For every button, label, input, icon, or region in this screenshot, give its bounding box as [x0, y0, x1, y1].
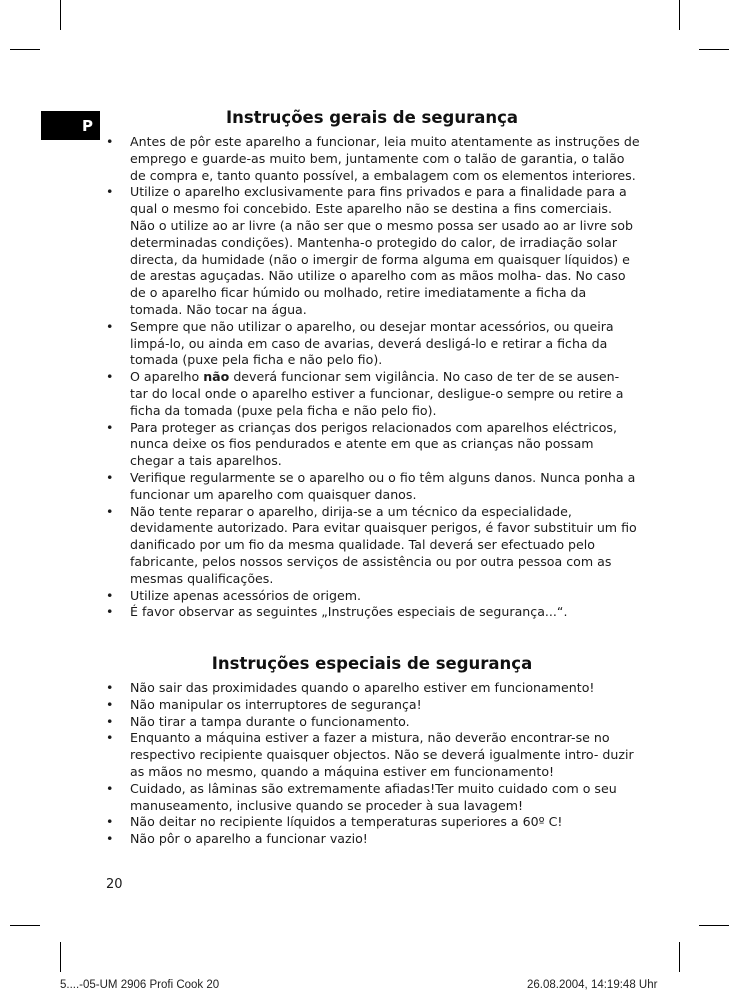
item-text: Verifique regularmente se o aparelho ou o fio têm alguns danos. Nunca ponha a funcionar um aparelho com quaisquer danos. [130, 469, 636, 502]
bullet-item [106, 588, 640, 605]
bullet-item [106, 831, 640, 848]
special-safety-heading: Instruções especiais de segurança [211, 654, 533, 673]
item-text: Não tente reparar o aparelho, dirija-se a um técnico da especialidade, devidamente autorizado. Para evitar quaisquer perigos, é favor substituir um fio danificado por um fio da mesma qualidade. Tal deverá ser efectuado pelo fabricante, pelos nossos serviços de assistência ou por outra pessoa com as mesmas qualificações. [130, 503, 637, 586]
item-text: deverá funcionar sem vigilância. No caso de ter de se ausen- tar do local onde o aparelho estiver a funcionar, desligue-o sempre ou retire a ficha da tomada (puxe pela ficha e não pelo fio). [130, 369, 624, 418]
crop-mark [60, 942, 61, 972]
page-number: 20 [106, 877, 123, 892]
item-text: Não tirar a tampa durante o funcionamento. [130, 713, 410, 729]
item-text: O aparelho [130, 369, 204, 385]
item-text: É favor observar as seguintes „Instruções especiais de segurança...“. [130, 604, 568, 620]
crop-mark [699, 925, 729, 926]
item-text: Cuidado, as lâminas são extremamente afiadas!Ter muito cuidado com o seu manuseamento, inclusive quando se proceder à sua lavagem! [130, 780, 617, 813]
bullet-item [106, 714, 640, 731]
bold-text: não [203, 369, 230, 385]
crop-mark [10, 49, 40, 50]
bullet-item [106, 680, 640, 697]
item-text: Não pôr o aparelho a funcionar vazio! [130, 831, 368, 847]
bullet-item [106, 420, 640, 470]
item-text: Utilize o aparelho exclusivamente para fins privados e para a finalidade para a qual o mesmo foi concebido. Este aparelho não se destina a fins comerciais. Não o utilize ao ar livre (a não ser que o mesmo possa ser usado ao ar livre sob determinadas condições). Mantenha-o protegido do calor, de irradiação solar directa, da humidade (não o imergir de forma alguma em quaisquer líquidos) e de arestas aguçadas. Não utilize o aparelho com as mãos molha- das. No caso de o aparelho ficar húmido ou molhado, retire imediatamente a ficha da tomada. Não tocar na água. [130, 184, 633, 317]
item-text: Não sair das proximidades quando o aparelho estiver em funcionamento! [130, 680, 595, 695]
bullet-item [106, 134, 640, 184]
item-text: Não manipular os interruptores de segurança! [130, 696, 422, 712]
bullet-item [106, 697, 640, 714]
item-text: Sempre que não utilizar o aparelho, ou desejar montar acessórios, ou queira limpá-lo, ou ainda em caso de avarias, deverá desligá-lo e retirar a ficha da tomada (puxe pela ficha e não pelo fio). [130, 318, 614, 368]
footer-timestamp: 26.08.2004, 14:19:48 Uhr [527, 979, 658, 991]
bullet-item [106, 604, 640, 621]
bullet-item [106, 470, 640, 504]
crop-mark [699, 49, 729, 50]
bullet-item [106, 814, 640, 831]
item-text: Utilize apenas acessórios de origem. [130, 587, 362, 603]
item-text: Para proteger as crianças dos perigos relacionados com aparelhos eléctricos, nunca deixe os fios pendurados e atente em que as crianças não possam chegar a tais aparelhos. [130, 419, 617, 469]
bullet-item [106, 781, 640, 815]
bullet-item [106, 504, 640, 588]
bullet-item [106, 730, 640, 780]
crop-mark [10, 925, 40, 926]
bullet-item [106, 319, 640, 369]
general-safety-list [106, 134, 640, 621]
bullet-item [106, 369, 640, 419]
item-text: Enquanto a máquina estiver a fazer a mistura, não deverão encontrar-se no respectivo recipiente quaisquer objectos. Não se deverá igualmente intro- duzir as mãos no mesmo, quando a máquina estiver em funcionamento! [130, 730, 634, 779]
crop-mark [679, 942, 680, 972]
special-safety-list [106, 680, 640, 848]
bullet-item [106, 184, 640, 318]
general-safety-heading: Instruções gerais de segurança [225, 108, 519, 127]
crop-mark [60, 0, 61, 30]
crop-mark [679, 0, 680, 30]
item-text: Antes de pôr este aparelho a funcionar, leia muito atentamente as instruções de emprego e guarde-as muito bem, juntamente com o talão de garantia, o talão de compra e, tanto quanto possível, a embalagem com os elementos interiores. [130, 134, 640, 183]
footer-file-info: 5....-05-UM 2906 Profi Cook 20 [60, 979, 220, 991]
language-tab: P [41, 111, 100, 140]
item-text: Não deitar no recipiente líquidos a temperaturas superiores a 60º C! [130, 814, 563, 830]
